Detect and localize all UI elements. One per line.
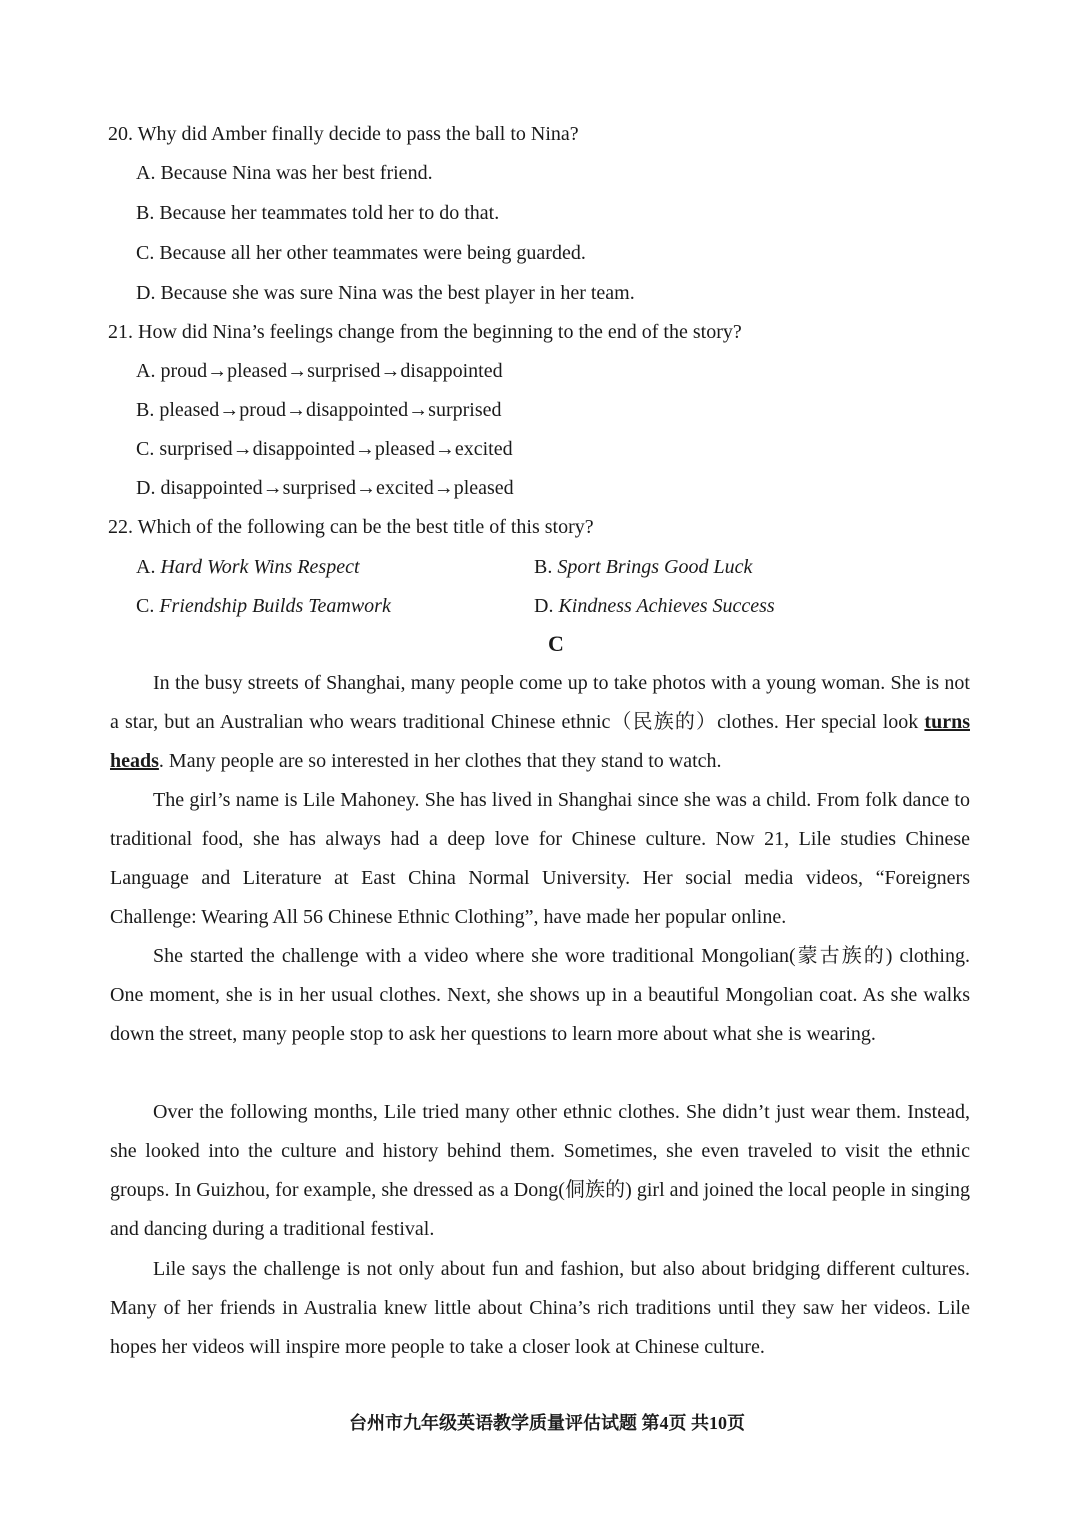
passage-paragraph-3: She started the challenge with a video where she wore traditional Mongolian(蒙古族的) clothing. One moment, she is in her usual clothes. Next, she shows up in a beautiful Mongolian coat. As she walks down the street, many people stop to ask her questions to learn more about what she is wearing.	[110, 945, 970, 1045]
option-letter: D.	[534, 595, 554, 617]
page-footer: 台州市九年级英语教学质量评估试题 第4页 共10页	[349, 1413, 745, 1433]
passage-paragraph-4: Over the following months, Lile tried many other ethnic clothes. She didn’t just wear them. Instead, she looked into the culture and history behind them. Sometimes, she even traveled to visit the ethnic groups. In Guizhou, for example, she dressed as a Dong(侗族的) girl and joined the local people in singing and dancing during a traditional festival.	[110, 1101, 970, 1240]
option-letter: B.	[534, 556, 553, 578]
underlined-phrase: turns heads	[110, 711, 970, 772]
question-20-stem: 20. Why did Amber finally decide to pass the ball to Nina?	[108, 123, 579, 145]
question-20-option-a: A. Because Nina was her best friend.	[136, 162, 433, 184]
option-title: Friendship Builds Teamwork	[159, 595, 391, 617]
question-21-option-a: A. proud→pleased→surprised→disappointed	[136, 360, 503, 382]
question-22-option-a	[136, 555, 360, 579]
question-20-option-c: C. Because all her other teammates were being guarded.	[136, 242, 586, 264]
question-22-stem: 22. Which of the following can be the best title of this story?	[108, 516, 594, 538]
passage-paragraph-5: Lile says the challenge is not only about fun and fashion, but also about bridging different cultures. Many of her friends in Australia knew little about China’s rich traditions until they saw her videos. Lile hopes her videos will inspire more people to take a closer look at Chinese culture.	[110, 1258, 970, 1358]
option-title: Kindness Achieves Success	[558, 595, 775, 617]
question-22-option-d	[534, 594, 775, 618]
option-title: Sport Brings Good Luck	[557, 556, 753, 578]
question-21-option-b: B. pleased→proud→disappointed→surprised	[136, 399, 502, 421]
paragraph-text: . Many people are so interested in her clothes that they stand to watch.	[158, 750, 722, 772]
question-22-option-c	[136, 594, 391, 618]
option-letter: A.	[136, 556, 156, 578]
question-21-option-d: D. disappointed→surprised→excited→pleased	[136, 477, 514, 499]
option-title: Hard Work Wins Respect	[160, 556, 360, 578]
question-21-stem: 21. How did Nina’s feelings change from the beginning to the end of the story?	[108, 321, 742, 343]
passage-paragraph-2: The girl’s name is Lile Mahoney. She has lived in Shanghai since she was a child. From folk dance to traditional food, she has always had a deep love for Chinese culture. Now 21, Lile studies Chinese Language and Literature at East China Normal University. Her social media videos, “Foreigners Challenge: Wearing All 56 Chinese Ethnic Clothing”, have made her popular online.	[110, 789, 970, 928]
passage-paragraph-1	[110, 664, 970, 781]
question-20-option-d: D. Because she was sure Nina was the best player in her team.	[136, 282, 635, 304]
question-22-option-b	[534, 555, 752, 579]
section-heading: C	[548, 631, 564, 656]
question-21-option-c: C. surprised→disappointed→pleased→excited	[136, 438, 513, 460]
paragraph-text: In the busy streets of Shanghai, many people come up to take photos with a young woman. She is not a star, but an Australian who wears traditional Chinese ethnic（民族的）clothes. Her special look	[110, 672, 970, 733]
option-letter: C.	[136, 595, 155, 617]
question-20-option-b: B. Because her teammates told her to do that.	[136, 202, 500, 224]
